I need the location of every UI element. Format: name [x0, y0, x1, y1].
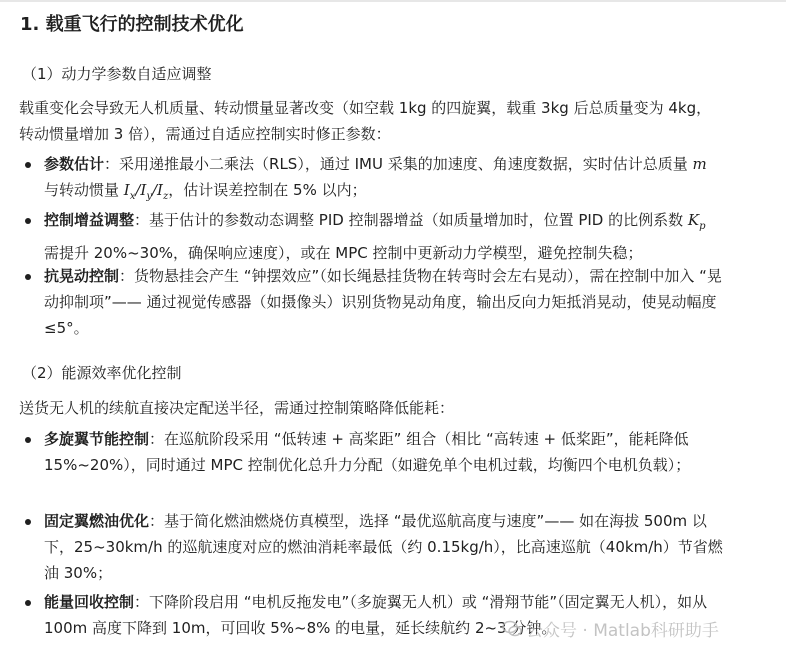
math-symbol: $I_x/I_y/I_z$ [123, 181, 169, 202]
item-text: 需提升 20%~30%，确保响应速度），或在 MPC 控制中更新动力学模型，避免控制失稳； [44, 244, 643, 262]
item-text: ：货物悬挂会产生 “钟摆效应”（如长绳悬挂货物在转弯时会左右晃动），需在控制中加入 “晃动抑制项”—— 通过视觉传感器（如摄像头）识别货物晃动角度，输出反向力矩抵消晃动，使晃动幅度≤5°。 [44, 267, 722, 337]
item-label: 固定翼燃油优化 [44, 512, 150, 530]
bullet-icon [25, 218, 31, 224]
list-item-param-estimation [44, 151, 724, 210]
subsection-title-2: （2）能源效率优化控制 [22, 364, 182, 382]
item-label: 能量回收控制 [44, 593, 135, 611]
watermark [502, 616, 719, 641]
watermark-text: 公众号 · Matlab科研助手 [526, 621, 719, 641]
list-item-gain-adjust [44, 207, 724, 266]
bullet-icon [25, 274, 31, 280]
item-text: ：采用递推最小二乘法（RLS），通过 IMU 采集的加速度、角速度数据，实时估计总质量 [104, 155, 693, 173]
list-item-multirotor-energy [44, 426, 724, 478]
item-label: 参数估计 [44, 155, 105, 173]
bullet-icon [25, 519, 31, 525]
wechat-icon [502, 620, 522, 638]
item-text: ：下降阶段启用 “电机反拖发电”（多旋翼无人机）或 “滑翔节能”（固定翼无人机），如从 100m 高度下降到 10m，可回收 5%~8% 的电量，延长续航约 2~3 分钟。 [44, 593, 708, 637]
item-text: ：基于简化燃油燃烧仿真模型，选择 “最优巡航高度与速度”—— 如在海拔 500m 以下，25~30km/h 的巡航速度对应的燃油消耗率最低（约 0.15kg/h），比高速巡航（40km/h）节省燃油 30%； [44, 512, 723, 582]
math-symbol: m [692, 155, 707, 173]
item-text: ：在巡航阶段采用 “低转速 + 高桨距” 组合（相比 “高转速 + 低桨距”，能耗降低 15%~20%），同时通过 MPC 控制优化总升力分配（如避免单个电机过载，均衡四个电机负载）； [44, 430, 691, 474]
bullet-icon [25, 600, 31, 606]
subsection-title-1: （1）动力学参数自适应调整 [22, 65, 212, 83]
item-text: ：基于估计的参数动态调整 PID 控制器增益（如质量增加时，位置 PID 的比例系数 [134, 211, 688, 229]
item-text: ，估计误差控制在 5% 以内； [168, 181, 367, 199]
section-heading: 1. 载重飞行的控制技术优化 [20, 14, 244, 35]
bullet-icon [25, 162, 31, 168]
bullet-icon [25, 437, 31, 443]
intro-paragraph-2: 送货无人机的续航直接决定配送半径，需通过控制策略降低能耗： [19, 399, 455, 417]
list-item-anti-sway [44, 263, 724, 341]
math-symbol: $K_p$ [687, 211, 706, 232]
item-label: 多旋翼节能控制 [44, 430, 150, 448]
top-divider [0, 0, 786, 2]
intro-paragraph-1: 载重变化会导致无人机质量、转动惯量显著改变（如空载 1kg 的四旋翼，载重 3kg 后总质量变为 4kg，转动惯量增加 3 倍），需通过自适应控制实时修正参数： [19, 99, 712, 143]
item-label: 抗晃动控制 [44, 267, 120, 285]
item-label: 控制增益调整 [44, 211, 135, 229]
item-text: 与转动惯量 [44, 181, 124, 199]
list-item-fixedwing-fuel [44, 508, 724, 586]
